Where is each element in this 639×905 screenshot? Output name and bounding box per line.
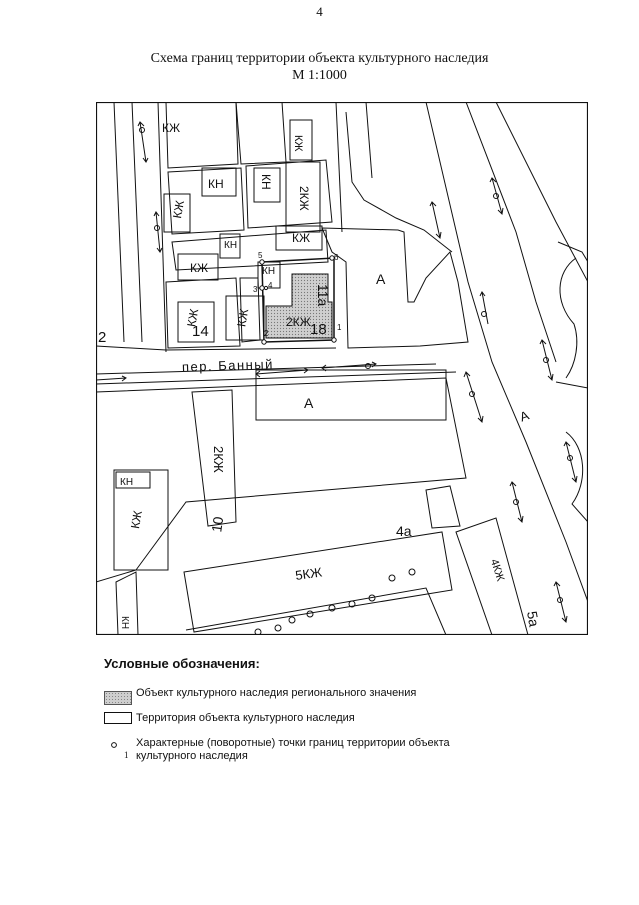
legend-point-number: 1 — [124, 750, 129, 760]
legend-item-points — [104, 737, 464, 763]
label-5kzh: 5КЖ — [294, 564, 323, 583]
page-title — [0, 50, 639, 84]
label-kzh: КЖ — [170, 199, 187, 220]
house-number-18: 18 — [310, 321, 327, 338]
curb — [558, 242, 588, 262]
label-a-lower: А — [304, 395, 314, 411]
legend-label: Характерные (поворотные) точки границ территории объекта культурного наследия — [136, 737, 450, 762]
legend-label: Объект культурного наследия регионального значения — [136, 687, 417, 699]
block — [246, 160, 332, 228]
map-svg — [96, 102, 588, 635]
point-label-5: 5 — [258, 251, 263, 260]
legend-label: Территория объекта культурного наследия — [136, 712, 355, 724]
label-kzh: КЖ — [234, 307, 252, 328]
main-road-edge — [466, 102, 556, 362]
house-number-4a: 4а — [396, 523, 412, 539]
label-a: А — [376, 271, 386, 287]
point-label-1: 1 — [337, 323, 342, 332]
label-kzh-lower: КЖ — [128, 509, 145, 530]
label-2kzh: 2КЖ — [297, 186, 311, 211]
point-label-6: 6 — [334, 253, 339, 262]
legend-item-heritage-object — [104, 687, 464, 700]
map-border — [97, 103, 588, 635]
label-kn-lower: КН — [120, 477, 134, 488]
label-a-road: А — [517, 407, 531, 425]
label-2kzh: 2КЖ — [286, 315, 311, 329]
point-label-4: 4 — [268, 281, 273, 290]
title-line-1: Схема границ территории объекта культурного наследия — [150, 51, 489, 66]
title-scale: М 1:1000 — [292, 68, 347, 83]
point-label-2: 2 — [264, 329, 269, 338]
house-number-14: 14 — [192, 323, 209, 340]
legend-title: Условные обозначения: — [104, 656, 260, 671]
yard-edge — [186, 588, 446, 635]
building-5kzh — [184, 532, 452, 632]
house-number-11a: 11а — [315, 284, 331, 307]
roundabout-curve — [560, 258, 577, 378]
building-4kzh — [456, 518, 528, 635]
house-number-10: 10 — [208, 515, 227, 534]
building-a — [322, 228, 468, 348]
street-line — [114, 102, 124, 342]
label-kzh: КЖ — [162, 121, 181, 135]
label-kzh: КЖ — [292, 135, 304, 152]
block — [166, 102, 238, 168]
house-number-2: 2 — [98, 329, 107, 346]
main-road-edge — [496, 102, 588, 282]
heritage-swatch — [104, 691, 132, 705]
legend — [104, 656, 464, 775]
label-kn: КН — [262, 266, 276, 277]
label-kn-small: КН — [119, 616, 130, 630]
legend-item-territory — [104, 712, 464, 725]
building-small — [426, 486, 460, 528]
road-line — [336, 102, 342, 232]
page-number: 4 — [316, 4, 323, 19]
point-label-3: 3 — [253, 285, 258, 294]
label-kn: КН — [259, 174, 273, 190]
road-line — [366, 102, 372, 178]
trees — [255, 569, 415, 635]
territory-swatch — [104, 712, 132, 724]
street-name: пер. Банный — [181, 356, 275, 375]
boundary-point-icon — [110, 741, 129, 760]
house-number-5a: 5а — [524, 609, 543, 628]
label-kn: КН — [224, 240, 238, 251]
block — [236, 102, 286, 164]
label-kzh: КЖ — [184, 307, 202, 328]
lane-line-lower — [96, 372, 456, 384]
block-lower — [96, 378, 466, 582]
curb — [556, 382, 588, 388]
label-2kzh-long: 2КЖ — [211, 446, 226, 473]
street-line — [132, 102, 142, 342]
map-scheme[interactable] — [96, 102, 588, 635]
label-kzh: КЖ — [190, 261, 209, 275]
label-kzh: КЖ — [292, 231, 311, 245]
label-4kzh: 4КЖ — [487, 557, 507, 583]
label-kn: КН — [208, 177, 224, 191]
road-curve — [346, 112, 452, 252]
